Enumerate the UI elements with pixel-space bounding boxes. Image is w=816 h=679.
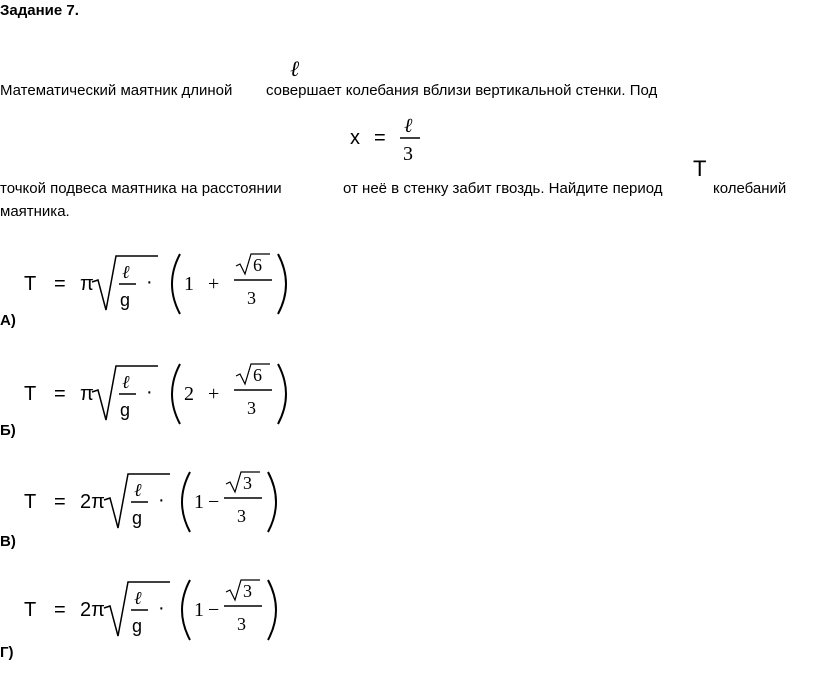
formula-symbol: 2π [80, 491, 105, 513]
formula-symbol: 3 [243, 473, 252, 493]
formula-symbol: g [132, 616, 143, 636]
problem-line2-part1: точкой подвеса маятника на расстоянии [0, 180, 282, 197]
formula-stroke [268, 580, 276, 640]
equals-sign: = [374, 127, 386, 149]
answer-c-formula [18, 466, 300, 538]
problem-line1-part1: Математический маятник длиной [0, 82, 233, 99]
formula-symbol: 2π [80, 599, 105, 621]
formula-symbol: π [80, 273, 94, 295]
formula-symbol: 6 [253, 255, 262, 275]
formula-stroke [172, 364, 180, 424]
formula-stroke [182, 472, 190, 532]
formula-symbol: + [208, 273, 220, 295]
fraction-denominator: 3 [403, 143, 413, 165]
formula-symbol: 1 [194, 491, 204, 513]
formula-symbol: − [208, 491, 220, 513]
formula-symbol: · [158, 489, 165, 511]
answer-c-label: В) [0, 533, 16, 550]
formula-stroke [172, 254, 180, 314]
problem-line1-part2: совершает колебания вблизи вертикальной стенки. Под [266, 82, 658, 99]
formula-symbol: π [80, 383, 94, 405]
formula-symbol: 2 [184, 383, 194, 405]
formula-symbol: 6 [253, 365, 262, 385]
formula-symbol: g [120, 290, 131, 310]
answer-a-label: А) [0, 312, 16, 329]
formula-symbol: T [24, 491, 37, 513]
formula-symbol: = [54, 491, 66, 513]
formula-symbol: = [54, 383, 66, 405]
answer-d-label: Г) [0, 644, 14, 661]
problem-line2-part3: колебаний [713, 180, 787, 197]
formula-symbol: 3 [243, 581, 252, 601]
formula-symbol: + [208, 383, 220, 405]
formula-symbol: · [158, 597, 165, 619]
problem-line3: маятника. [0, 203, 70, 220]
formula-symbol: 3 [247, 288, 256, 308]
formula-stroke [278, 254, 286, 314]
formula-symbol: g [120, 400, 131, 420]
period-symbol: T [693, 156, 707, 181]
formula-symbol: ℓ [122, 372, 130, 393]
distance-formula [340, 110, 430, 166]
answer-d-formula [18, 574, 300, 646]
formula-symbol: = [54, 599, 66, 621]
formula-symbol: 3 [237, 506, 246, 526]
formula-stroke [278, 364, 286, 424]
formula-stroke [268, 472, 276, 532]
formula-symbol: T [24, 383, 37, 405]
answer-b-formula [18, 358, 300, 430]
answer-a-formula [18, 248, 300, 320]
formula-symbol: ℓ [122, 262, 130, 283]
formula-symbol: T [24, 273, 37, 295]
fraction-numerator: ℓ [404, 113, 413, 137]
formula-symbol: ℓ [134, 588, 142, 609]
task-title: Задание 7. [0, 2, 79, 19]
answer-b-label: Б) [0, 422, 16, 439]
formula-symbol: g [132, 508, 143, 528]
problem-line2-part2: от неё в стенку забит гвоздь. Найдите период [343, 180, 663, 197]
formula-symbol: ℓ [134, 480, 142, 501]
formula-stroke [182, 580, 190, 640]
formula-symbol: 1 [184, 273, 194, 295]
formula-symbol: − [208, 599, 220, 621]
formula-symbol: = [54, 273, 66, 295]
formula-symbol: 3 [247, 398, 256, 418]
formula-symbol: · [146, 381, 153, 403]
formula-symbol: · [146, 271, 153, 293]
formula-symbol: 3 [237, 614, 246, 634]
formula-symbol: T [24, 599, 37, 621]
length-symbol: ℓ [290, 57, 300, 82]
x-symbol: x [350, 127, 360, 149]
formula-symbol: 1 [194, 599, 204, 621]
